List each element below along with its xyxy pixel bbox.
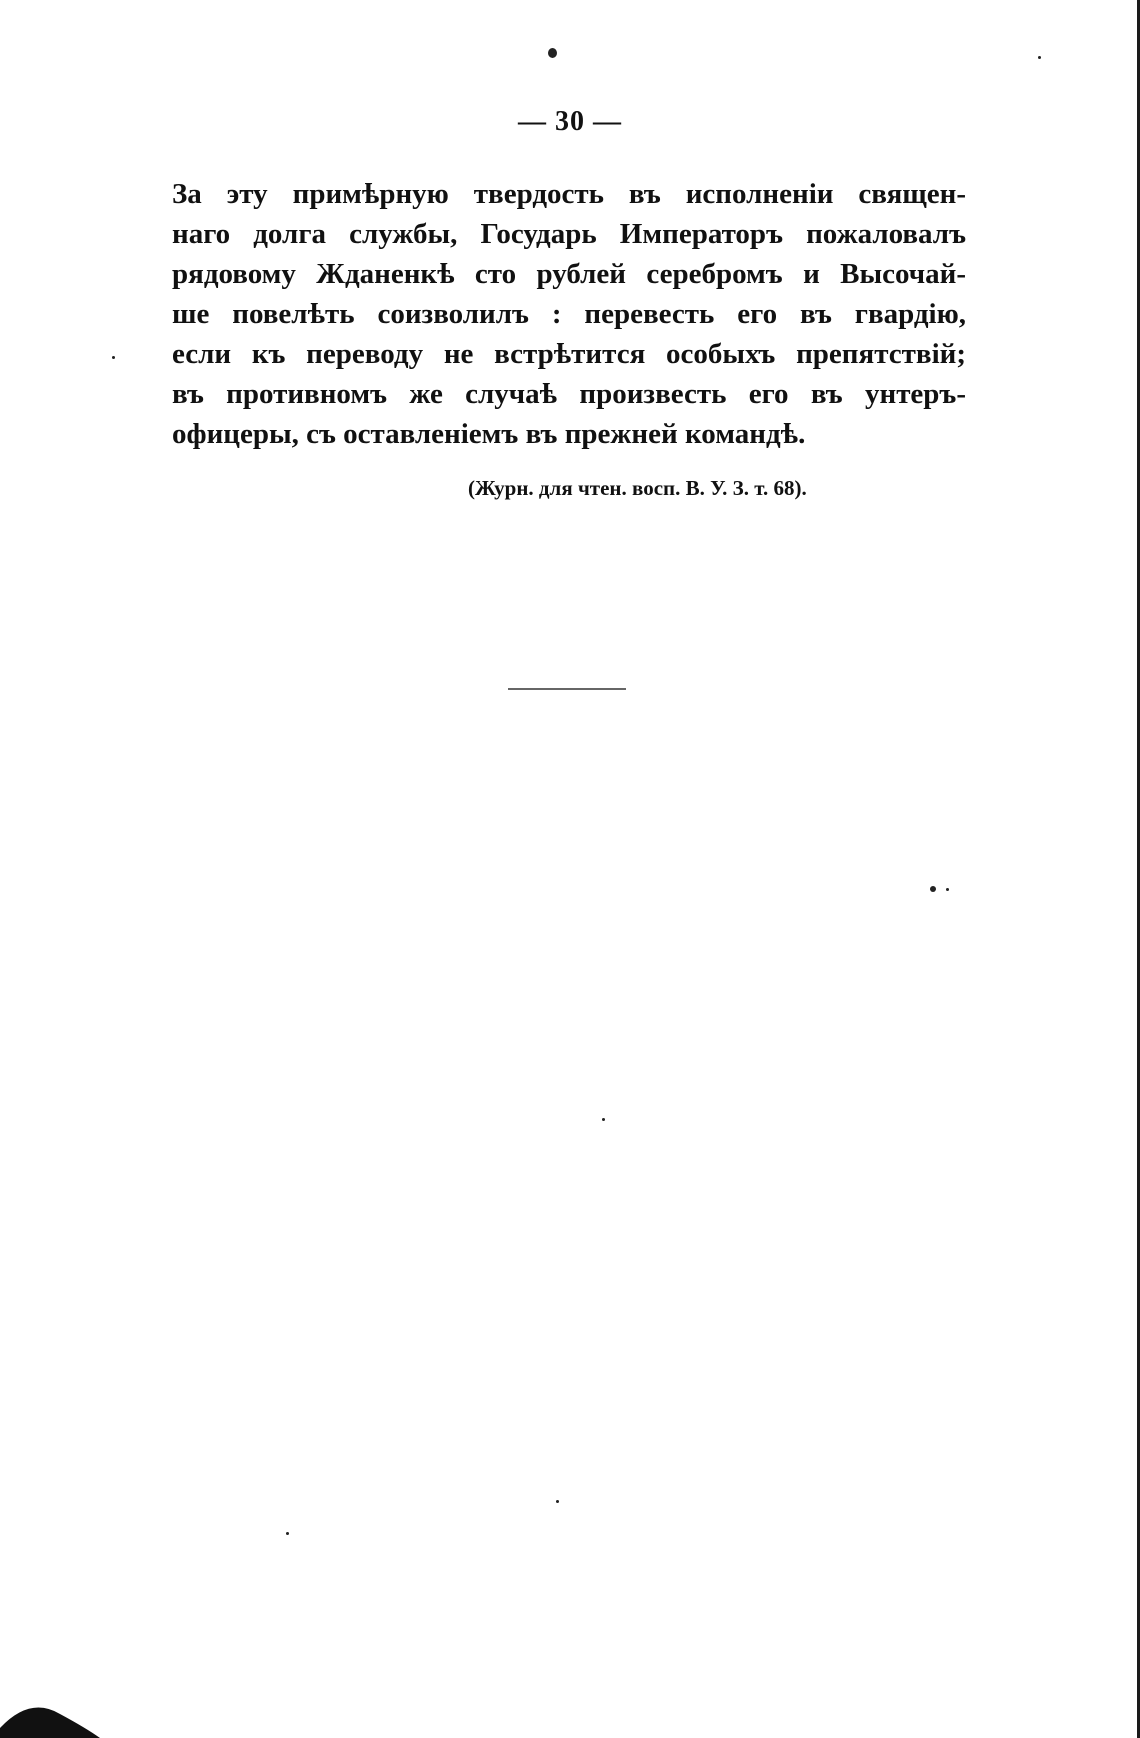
paragraph-line: За эту примѣрную твердость въ исполненіи священ- [172,178,966,210]
paragraph-line: рядовому Жданенкѣ сто рублей серебромъ и Высочай- [172,258,966,290]
paragraph-line: если къ переводу не встрѣтится особыхъ препятствій; [172,338,966,370]
ink-speck [602,1118,605,1121]
paragraph [172,174,966,454]
paragraph-line: ше повелѣть соизволилъ : перевесть его въ гвардію, [172,298,966,330]
source-citation: (Журн. для чтен. восп. В. У. З. т. 68). [468,476,807,500]
page-number: — 30 — [518,106,622,137]
section-divider [508,688,626,690]
paragraph-line: наго долга службы, Государь Императоръ пожаловалъ [172,218,966,250]
ink-speck [548,48,557,58]
paragraph-line: офицеры, съ оставленіемъ въ прежней командѣ. [172,418,806,450]
ink-speck [930,886,936,892]
ink-speck [556,1500,559,1503]
ink-speck [286,1532,289,1535]
paragraph-line: въ противномъ же случаѣ произвесть его въ унтеръ- [172,378,966,410]
ink-speck [112,356,115,359]
corner-blot [0,1690,104,1738]
ink-speck [946,888,949,891]
ink-speck [1038,56,1041,59]
